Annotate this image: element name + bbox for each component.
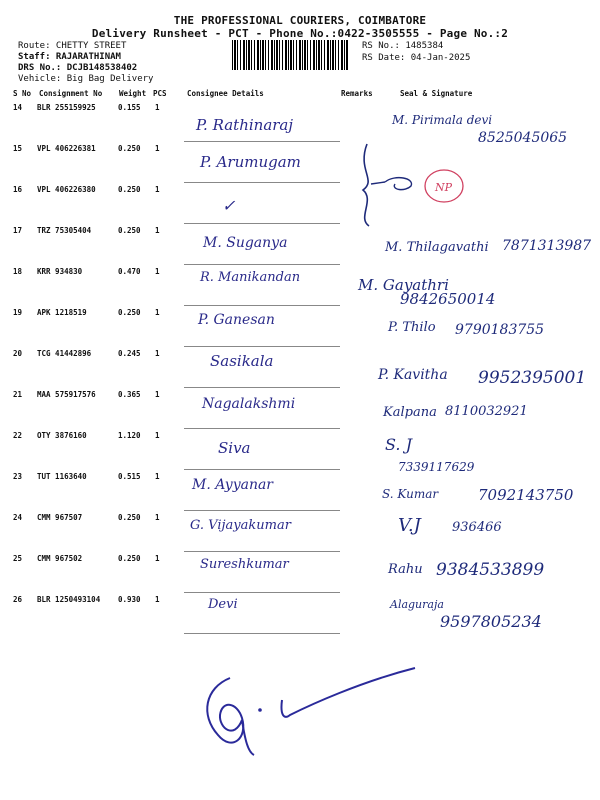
signature-26: Alaguraja — [390, 598, 444, 611]
consignee-hand-19: P. Ganesan — [198, 312, 275, 328]
row-sno: 17 — [13, 226, 23, 235]
col-consignee: Consignee Details — [187, 89, 264, 98]
row-weight: 0.250 — [118, 226, 141, 235]
row-sno: 20 — [13, 349, 23, 358]
signature-21: Kalpana — [383, 405, 437, 420]
row-consignment: CMM 967507 — [37, 513, 83, 522]
row-sno: 23 — [13, 472, 23, 481]
stamp-text: NP — [435, 181, 453, 194]
row-pcs: 1 — [155, 349, 160, 358]
runsheet-subtitle: Delivery Runsheet - PCT - Phone No.:0422-3505555 - Page No.:2 — [91, 27, 509, 40]
signature-23: S. Kumar — [382, 487, 439, 501]
phone-20: 9952395001 — [478, 368, 587, 388]
row-pcs: 1 — [155, 144, 160, 153]
row-consignment: VPL 406226380 — [37, 185, 96, 194]
row-divider — [184, 305, 340, 306]
consignee-hand-16: ✓ — [222, 196, 236, 215]
staff-signature — [190, 660, 420, 760]
row-pcs: 1 — [155, 185, 160, 194]
consignee-hand-18: R. Manikandan — [200, 270, 301, 285]
row-sno: 15 — [13, 144, 23, 153]
staff-label: Staff: RAJARATHINAM — [18, 52, 121, 62]
row-pcs: 1 — [155, 472, 160, 481]
row-divider — [184, 141, 340, 142]
col-pcs: PCS — [153, 89, 167, 98]
consignee-hand-22: Siva — [218, 439, 251, 457]
row-divider — [184, 223, 340, 224]
col-weight: Weight — [119, 89, 147, 98]
row-weight: 0.155 — [118, 103, 141, 112]
row-consignment: TCG 41442896 — [37, 349, 92, 358]
consignee-hand-15: P. Arumugam — [200, 153, 301, 171]
row-weight: 0.250 — [118, 513, 141, 522]
consignee-hand-14: P. Rathinaraj — [196, 116, 294, 134]
route-label: Route: CHETTY STREET — [18, 41, 127, 51]
row-pcs: 1 — [155, 595, 160, 604]
row-divider — [184, 346, 340, 347]
consignee-hand-26: Devi — [208, 597, 238, 612]
stamp-mark — [422, 166, 466, 206]
row-divider — [184, 510, 340, 511]
phone-17: 7871313987 — [502, 238, 592, 254]
consignee-hand-23: M. Ayyanar — [192, 477, 273, 493]
consignee-hand-21: Nagalakshmi — [202, 396, 296, 412]
row-consignment: APK 1218519 — [37, 308, 87, 317]
row-pcs: 1 — [155, 267, 160, 276]
row-divider — [184, 182, 340, 183]
row-consignment: TUT 1163640 — [37, 472, 87, 481]
row-divider — [184, 633, 340, 634]
row-sno: 19 — [13, 308, 23, 317]
row-sno: 25 — [13, 554, 23, 563]
signature-24: V.J — [398, 515, 421, 536]
row-pcs: 1 — [155, 513, 160, 522]
row-pcs: 1 — [155, 554, 160, 563]
signature-14: M. Pirimala devi — [392, 113, 493, 127]
row-weight: 0.250 — [118, 308, 141, 317]
row-consignment: MAA 575917576 — [37, 390, 96, 399]
col-sno: S No — [13, 89, 32, 98]
signature-17: M. Thilagavathi — [385, 240, 489, 255]
row-weight: 1.120 — [118, 431, 141, 440]
col-seal: Seal & Signature — [400, 89, 473, 98]
phone-19: 9790183755 — [455, 322, 545, 338]
row-weight: 0.250 — [118, 185, 141, 194]
rs-number: RS No.: 1485384 — [362, 41, 444, 51]
phone-25: 9384533899 — [436, 560, 545, 580]
col-remarks: Remarks — [341, 89, 373, 98]
consignee-hand-25: Sureshkumar — [200, 557, 289, 572]
row-consignment: OTY 3876160 — [37, 431, 87, 440]
row-consignment: KRR 934830 — [37, 267, 83, 276]
phone-18: 9842650014 — [400, 290, 496, 308]
row-consignment: VPL 406226381 — [37, 144, 96, 153]
row-divider — [184, 551, 340, 552]
signature-19: P. Thilo — [388, 320, 436, 335]
row-pcs: 1 — [155, 226, 160, 235]
row-divider — [184, 264, 340, 265]
row-divider — [184, 428, 340, 429]
row-pcs: 1 — [155, 103, 160, 112]
row-weight: 0.250 — [118, 144, 141, 153]
col-consignment: Consignment No — [39, 89, 103, 98]
row-weight: 0.245 — [118, 349, 141, 358]
phone-21: 8110032921 — [445, 404, 528, 419]
consignee-hand-17: M. Suganya — [203, 235, 288, 251]
phone-14: 8525045065 — [478, 130, 568, 146]
phone-22: 7339117629 — [398, 460, 475, 474]
row-pcs: 1 — [155, 308, 160, 317]
row-pcs: 1 — [155, 390, 160, 399]
row-sno: 24 — [13, 513, 23, 522]
row-sno: 18 — [13, 267, 23, 276]
row-divider — [184, 387, 340, 388]
row-weight: 0.250 — [118, 554, 141, 563]
signature-22: S. J — [385, 435, 412, 454]
row-weight: 0.470 — [118, 267, 141, 276]
phone-24: 936466 — [452, 520, 502, 535]
row-sno: 14 — [13, 103, 23, 112]
row-consignment: BLR 255159925 — [37, 103, 96, 112]
row-weight: 0.930 — [118, 595, 141, 604]
row-consignment: TRZ 75305404 — [37, 226, 92, 235]
row-divider — [184, 592, 340, 593]
row-weight: 0.515 — [118, 472, 141, 481]
signature-25: Rahu — [388, 562, 423, 577]
consignee-hand-20: Sasikala — [210, 352, 274, 370]
drs-number: DRS No.: DCJB148538402 — [18, 63, 138, 73]
row-sno: 21 — [13, 390, 23, 399]
row-sno: 26 — [13, 595, 23, 604]
row-weight: 0.365 — [118, 390, 141, 399]
row-pcs: 1 — [155, 431, 160, 440]
row-sno: 22 — [13, 431, 23, 440]
consignee-hand-24: G. Vijayakumar — [190, 518, 291, 533]
company-title: THE PROFESSIONAL COURIERS, COIMBATORE — [173, 14, 427, 27]
phone-26: 9597805234 — [440, 612, 542, 631]
signature-20: P. Kavitha — [378, 367, 448, 383]
row-divider — [184, 469, 340, 470]
row-sno: 16 — [13, 185, 23, 194]
signature-18: M. Gayathri — [358, 276, 449, 294]
row-consignment: BLR 1250493104 — [37, 595, 101, 604]
phone-23: 7092143750 — [478, 486, 574, 504]
rs-date: RS Date: 04-Jan-2025 — [362, 53, 471, 63]
row-consignment: CMM 967502 — [37, 554, 83, 563]
vehicle-label: Vehicle: Big Bag Delivery — [18, 74, 154, 84]
barcode-image — [232, 40, 348, 70]
